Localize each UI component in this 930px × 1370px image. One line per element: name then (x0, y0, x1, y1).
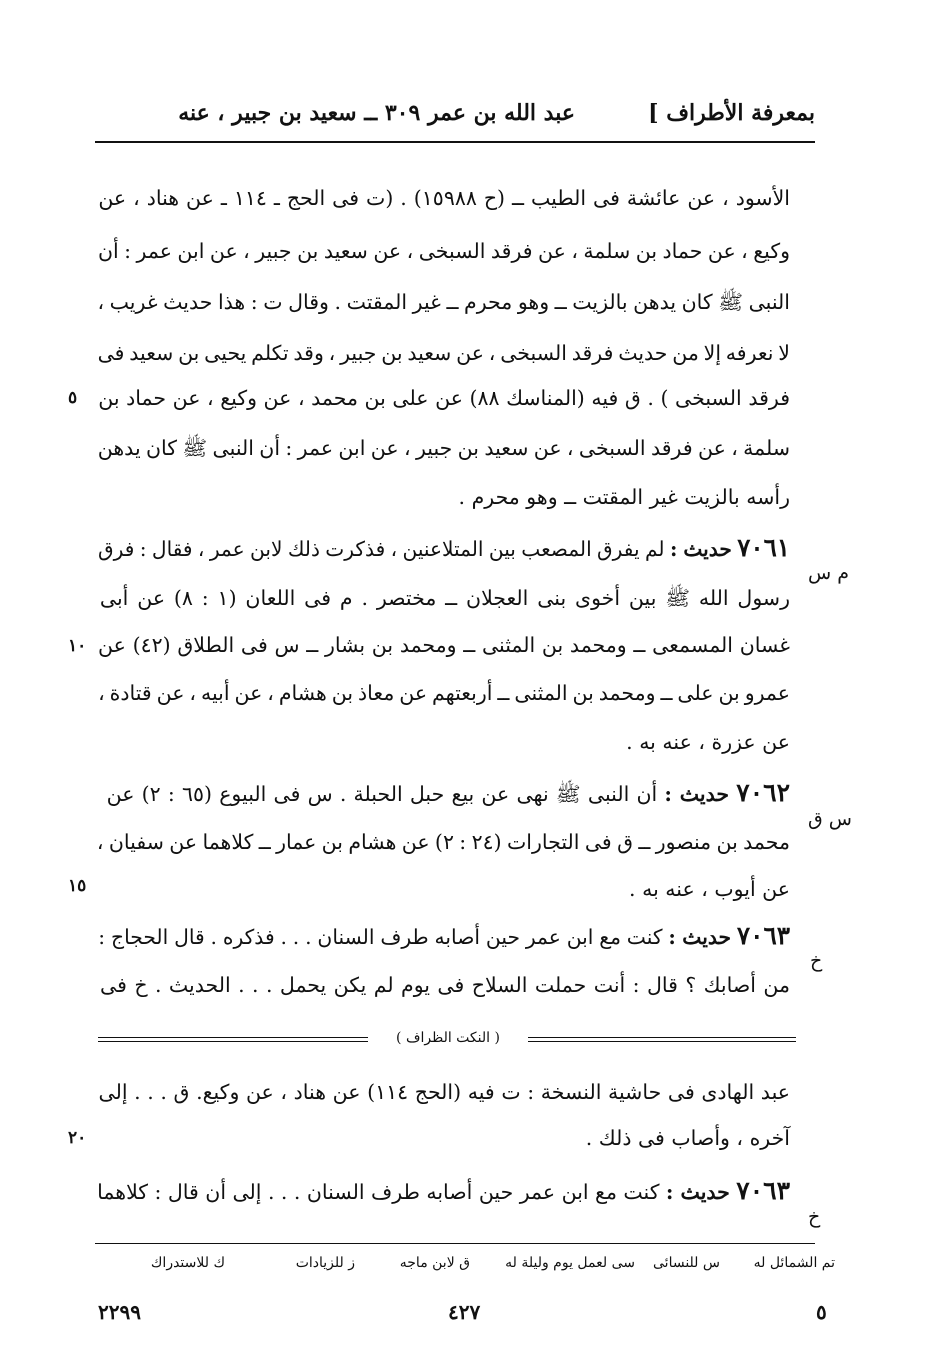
hadith-7061-margin-sigla: م س (808, 562, 849, 584)
text-line-6: سلمة ، عن فرقد السبخى ، عن سعيد بن جبير ، عن ابن عمر : أن النبى ﷺ كان يدهن (97, 436, 790, 460)
page-number-center: ٤٢٧ (448, 1300, 481, 1324)
page-number-right: ٥ (816, 1300, 827, 1324)
divider-caption: ( النكت الظراف ) (396, 1030, 500, 1046)
hadith-number: ٧٠٦٣ (736, 1176, 790, 1205)
text-line-1: الأسود ، عن عائشة فى الطيب ــ (ح ١٥٩٨٨) . (ت فى الحج ـ ١١٤ ـ عن هناد ، عن (98, 186, 790, 210)
line-number-10: ١٠ (68, 636, 87, 656)
text-line-7: رأسه بالزيت غير المقتت ــ وهو محرم . (458, 485, 790, 509)
hadith-7063-margin-sigla: خ (810, 950, 823, 972)
hadith-7061-line-3: غسان المسمعى ــ ومحمد بن المثنى ــ ومحمد بن بشار ــ س فى الطلاق (٤٢) عن (98, 633, 790, 657)
text-line-3: النبى ﷺ كان يدهن بالزيت ــ وهو محرم ــ غير المقتت . وقال ت : هذا حديث غريب ، (97, 290, 790, 314)
abbr-nasai: س للنسائى (653, 1255, 720, 1271)
abbr-istidrak: ك للاستدراك (150, 1255, 225, 1271)
hadith-7063-first-line (98, 921, 790, 952)
hadith-7061-first-line (97, 533, 790, 564)
note-line-2: آخره ، وأصاب فى ذلك . (585, 1126, 790, 1150)
hadith-text: كنت مع ابن عمر حين أصابه طرف السنان . . . إلى أن قال : كلاهما (97, 1180, 660, 1204)
header-chapter-title: عبد الله بن عمر ٣٠٩ ــ سعيد بن جبير ، عنه (178, 100, 575, 126)
line-number-20: ٢٠ (68, 1128, 87, 1148)
text-line-4: لا نعرفه إلا من حديث فرقد السبخى ، عن سعيد بن جبير ، وقد تكلم يحيى بن سعيد فى (97, 341, 790, 365)
hadith-number: ٧٠٦١ (737, 533, 790, 562)
hadith-text: لم يفرق المصعب بين المتلاعنين ، فذكرت ذلك لابن عمر ، فقال : فرق (97, 537, 665, 561)
hadith-7062-line-3: عن أيوب ، عنه به . (629, 877, 790, 901)
abbr-ibn-majah: ق لابن ماجه (399, 1255, 470, 1271)
hadith-7062-first-line (98, 778, 790, 809)
footer-rule (95, 1243, 815, 1244)
hadith-7062-margin-sigla: س ق (808, 808, 852, 830)
hadith-keyword: حديث : (664, 782, 730, 806)
header-rule (95, 141, 815, 143)
notes-divider (98, 1030, 796, 1050)
hadith-keyword: حديث : (669, 537, 732, 561)
hadith-keyword: حديث : (665, 1180, 730, 1204)
abbr-ziyadat: ز للزيادات (295, 1255, 355, 1271)
hadith-text: أن النبى ﷺ نهى عن بيع حبل الحبلة . س فى البيوع (٦٥ : ٢) عن (106, 782, 658, 806)
hadith-number: ٧٠٦٣ (736, 921, 790, 950)
running-header (95, 100, 815, 136)
hadith-7063-line-2: من أصابك ؟ قال : أنت حملت السلاح فى يوم لم يكن يحمل . . . الحديث . خ فى (100, 973, 790, 997)
hadith-7062-line-2: محمد بن منصور ــ ق فى التجارات (٢٤ : ٢) عن هشام بن عمار ــ كلاهما عن سفيان ، (96, 830, 790, 854)
text-line-5: فرقد السبخى ) . ق فيه (المناسك ٨٨) عن على بن محمد ، عن وكيع ، عن حماد بن (98, 386, 790, 410)
hadith-text: كنت مع ابن عمر حين أصابه طرف السنان . . . فذكره . قال الحجاج : (98, 925, 663, 949)
text-line-2: وكيع ، عن حماد بن سلمة ، عن فرقد السبخى ، عن سعيد بن جبير ، عن ابن عمر : أن (97, 239, 790, 263)
abbr-amal-yawm: سى لعمل يوم وليلة له (505, 1255, 635, 1271)
abbr-shamail: تم الشمائل له (753, 1255, 835, 1271)
line-number-15: ١٥ (68, 876, 87, 896)
hadith-7061-line-2: رسول الله ﷺ بين أخوى بنى العجلان ــ مختصر . م فى اللعان (١ : ٨) عن أبى (99, 586, 790, 610)
note-hadith-7063-line (98, 1176, 790, 1207)
hadith-7061-line-4: عمرو بن على ــ ومحمد بن المثنى ــ أربعتهم عن معاذ بن هشام ، عن أبيه ، عن قتادة ، (98, 681, 790, 705)
note-hadith-margin-sigla: خ (808, 1206, 821, 1228)
header-book-title: بمعرفة الأطراف ] (648, 100, 815, 126)
hadith-7061-line-5: عن عزرة ، عنه به . (626, 730, 790, 754)
hadith-number: ٧٠٦٢ (736, 778, 790, 807)
line-number-5: ٥ (68, 388, 78, 408)
page-number-left: ٢٢٩٩ (98, 1300, 141, 1324)
note-line-1: عبد الهادى فى حاشية النسخة : ت فيه (الحج ١١٤) عن هناد ، عن وكيع. ق . . . إلى (98, 1080, 790, 1104)
abbreviations-key (100, 1255, 835, 1281)
hadith-keyword: حديث : (668, 925, 732, 949)
